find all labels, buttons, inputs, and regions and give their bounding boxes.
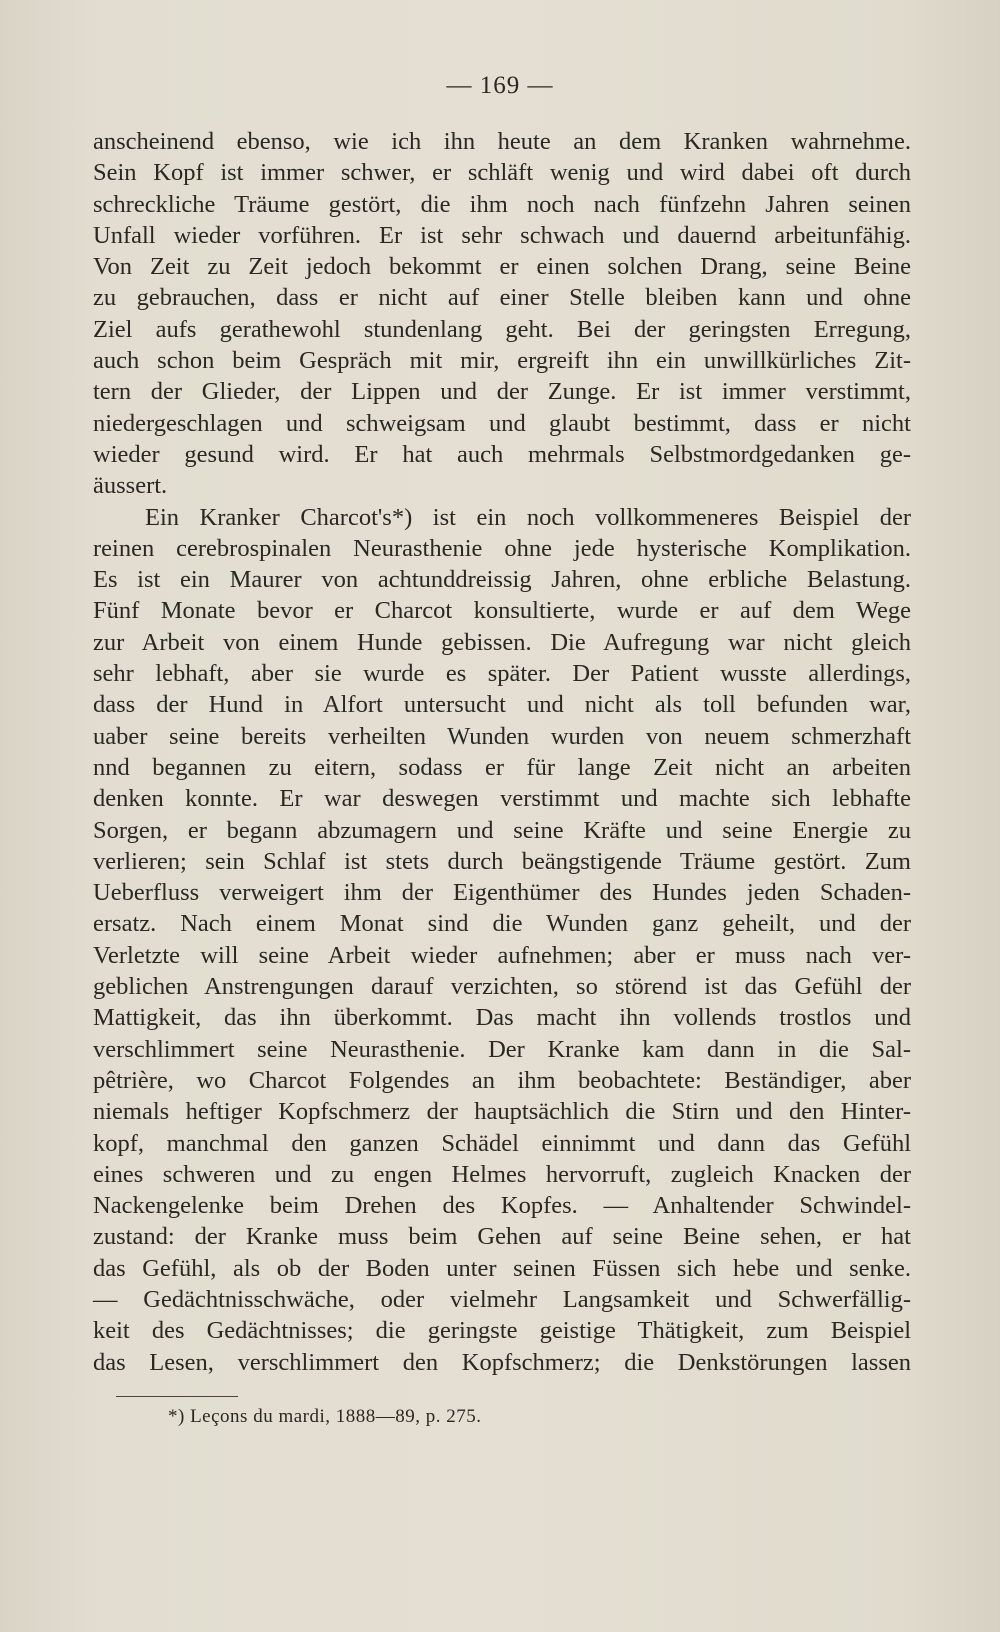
text-line: Es ist ein Maurer von achtunddreissig Jahren, ohne erbliche Belastung. (93, 566, 911, 594)
text-line: wieder gesund wird. Er hat auch mehrmals Selbstmordgedanken ge- (93, 440, 911, 468)
footnote: *) Leçons du mardi, 1888—89, p. 275. (168, 1406, 482, 1427)
text-line: zu gebrauchen, dass er nicht auf einer Stelle bleiben kann und ohne (93, 284, 911, 312)
text-line: kopf, manchmal den ganzen Schädel einnimmt und dann das Gefühl (93, 1129, 911, 1157)
text-line: zustand: der Kranke muss beim Gehen auf seine Beine sehen, er hat (93, 1223, 911, 1251)
text-line: Fünf Monate bevor er Charcot konsultierte, wurde er auf dem Wege (93, 597, 911, 625)
text-line: das Lesen, verschlimmert den Kopfschmerz; die Denkstörungen lassen (93, 1348, 911, 1376)
text-line: Sein Kopf ist immer schwer, er schläft wenig und wird dabei oft durch (93, 159, 911, 187)
text-line: eines schweren und zu engen Helmes hervorruft, zugleich Knacken der (93, 1160, 911, 1188)
text-line: dass der Hund in Alfort untersucht und nicht als toll befunden war, (93, 691, 911, 719)
text-line: reinen cerebrospinalen Neurasthenie ohne jede hysterische Komplikation. (93, 534, 911, 562)
text-line: sehr lebhaft, aber sie wurde es später. Der Patient wusste allerdings, (93, 660, 911, 688)
text-line: auch schon beim Gespräch mit mir, ergreift ihn ein unwillkürliches Zit- (93, 347, 911, 375)
footnote-rule (116, 1396, 238, 1397)
body-text (93, 126, 911, 1378)
text-line: Mattigkeit, das ihn überkommt. Das macht ihn vollends trostlos und (93, 1004, 911, 1032)
text-line: verschlimmert seine Neurasthenie. Der Kranke kam dann in die Sal- (93, 1035, 911, 1063)
text-line: geblichen Anstrengungen darauf verzichten, so störend ist das Gefühl der (93, 973, 911, 1001)
text-line: Unfall wieder vorführen. Er ist sehr schwach und dauernd arbeitunfähig. (93, 221, 911, 249)
text-line: Nackengelenke beim Drehen des Kopfes. — Anhaltender Schwindel- (93, 1192, 911, 1220)
text-line: anscheinend ebenso, wie ich ihn heute an dem Kranken wahrnehme. (93, 128, 911, 155)
text-line: Verletzte will seine Arbeit wieder aufnehmen; aber er muss nach ver- (93, 941, 911, 969)
text-line: niemals heftiger Kopfschmerz der hauptsächlich die Stirn und den Hinter- (93, 1098, 911, 1126)
text-line: pêtrière, wo Charcot Folgendes an ihm beobachtete: Beständiger, aber (93, 1066, 911, 1094)
text-line: das Gefühl, als ob der Boden unter seinen Füssen sich hebe und senke. (93, 1254, 911, 1282)
text-line: ersatz. Nach einem Monat sind die Wunden ganz geheilt, und der (93, 910, 911, 938)
text-line: keit des Gedächtnisses; die geringste geistige Thätigkeit, zum Beispiel (93, 1317, 911, 1345)
text-line: Ueberfluss verweigert ihm der Eigenthümer des Hundes jeden Schaden- (93, 879, 911, 907)
text-line: Ziel aufs gerathewohl stundenlang geht. Bei der geringsten Erregung, (93, 315, 911, 343)
text-line: Von Zeit zu Zeit jedoch bekommt er einen solchen Drang, seine Beine (93, 253, 911, 281)
text-line: niedergeschlagen und schweigsam und glaubt bestimmt, dass er nicht (93, 409, 911, 437)
text-line: — Gedächtnisschwäche, oder vielmehr Langsamkeit und Schwerfällig- (93, 1285, 911, 1313)
text-line: uaber seine bereits verheilten Wunden wurden von neuem schmerzhaft (93, 722, 911, 750)
text-line: äussert. (93, 472, 168, 500)
text-line: denken konnte. Er war deswegen verstimmt und machte sich lebhafte (93, 785, 911, 813)
text-line: schreckliche Träume gestört, die ihm noch nach fünfzehn Jahren seinen (93, 190, 911, 218)
paragraph-start-line: Ein Kranker Charcot's*) ist ein noch vollkommeneres Beispiel der (145, 503, 911, 531)
text-line: Sorgen, er begann abzumagern und seine Kräfte und seine Energie zu (93, 816, 911, 844)
text-line: tern der Glieder, der Lippen und der Zunge. Er ist immer verstimmt, (93, 378, 911, 406)
text-line: nnd begannen zu eitern, sodass er für lange Zeit nicht an arbeiten (93, 753, 911, 781)
text-line: zur Arbeit von einem Hunde gebissen. Die Aufregung war nicht gleich (93, 628, 911, 656)
text-line: verlieren; sein Schlaf ist stets durch beängstigende Träume gestört. Zum (93, 847, 911, 875)
page-number: — 169 — (446, 72, 554, 99)
